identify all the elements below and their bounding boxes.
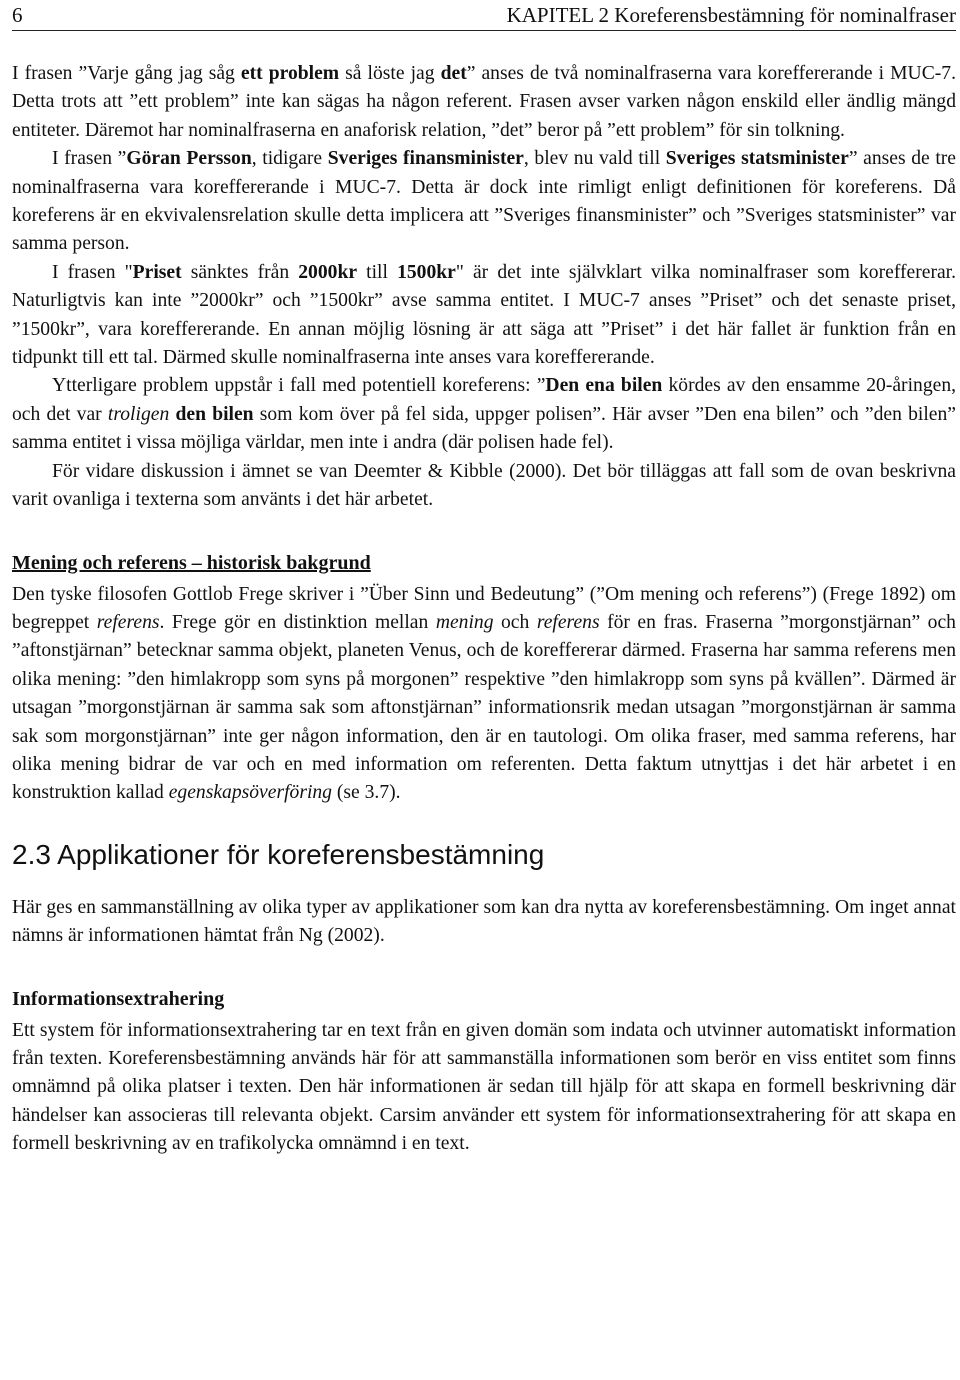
text-run: som kom över på fel sida, uppger polisen”. Här avser ”Den ena bilen” och ”den bilen” samma entitet i vissa möjliga världar, men inte i andra (där polisen hade fel). (12, 403, 956, 454)
text-run: . Frege gör en distinktion mellan (159, 611, 436, 633)
text-run: Ytterligare problem uppstår i fall med potentiell koreferens: ” (52, 375, 546, 397)
paragraph-sammanstallning: Här ges en sammanställning av olika typer av applikationer som kan dra nytta av koreferensbestämning. Om inget annat nämns är informationen hämtat från Ng (2002). (12, 896, 956, 947)
spacer (12, 808, 956, 838)
bold-phrase: den bilen (175, 403, 254, 425)
text-run: ” anses de tre nominalfraserna vara koreffererande i MUC-7. Detta är dock inte rimligt enligt definitionen för koreferens. Då koreferens är en ekvivalensrelation skulle detta implicera att ”Sveriges finansminister” och ”Sveriges statsminister” var samma person. (12, 148, 957, 255)
italic-phrase: egenskapsöverföring (168, 782, 332, 804)
paragraph-den-ena-bilen (12, 372, 956, 457)
text-run: (se 3.7). (331, 782, 401, 804)
text-run: till (357, 261, 398, 283)
italic-phrase: mening (435, 611, 494, 633)
paragraph-frege (12, 581, 956, 808)
italic-phrase: referens (96, 611, 160, 633)
text-run: kördes av den ensamme 20-åringen, och det var (12, 375, 957, 425)
text-run: ” anses de två nominalfraserna vara koreffererande i MUC-7. Detta trots att ”ett problem” inte kan sägas ha någon referent. Frasen avser varken någon enskild eller ändlig mängd entiteter. Däremot har nominalfraserna en anaforisk relation, ”det” beror på ”ett problem” för sin tolkning. (12, 63, 956, 141)
page-number: 6 (12, 3, 23, 27)
section-heading-2-3: 2.3 Applikationer för koreferensbestämning (12, 838, 545, 870)
paragraph-priset (12, 259, 956, 373)
bold-phrase: Priset (132, 261, 182, 283)
paragraph-goran-persson (12, 145, 956, 259)
text-run: sänktes från (181, 261, 299, 283)
text-run: I frasen ” (52, 148, 127, 170)
italic-phrase: referens (536, 611, 600, 633)
paragraph-informationsextrahering: Ett system för informationsextrahering tar en text från en given domän som indata och utvinner automatiskt information från texten. Koreferensbestämning används här för att sammanställa informationen som berör en viss entitet som finns omnämnd på olika platser i texten. Den här informationen är sedan till hjälp för att skapa en formell beskrivning där händelser kan associeras till relevanta objekt. Carsim använder ett system för informationsextrahering för att skapa en formell beskrivning av en trafikolycka omnämnd i en text. (12, 1019, 956, 1155)
chapter-title: KAPITEL 2 Koreferensbestämning för nominalfraser (506, 3, 956, 27)
bold-phrase: ett problem (240, 63, 340, 84)
bold-phrase: Sveriges statsminister (665, 148, 849, 170)
bold-phrase: Sveriges finansminister (327, 148, 524, 170)
heading-mening-och-referens: Mening och referens – historisk bakgrund (12, 551, 371, 574)
text-run: så löste jag (339, 63, 441, 84)
document-page (12, 0, 956, 1159)
text-run: , tidigare (251, 148, 328, 170)
text-run: I frasen " (52, 261, 133, 283)
text-run: Den tyske filosofen Gottlob Frege skriver i ”Über Sinn und Bedeutung” (”Om mening och referens”) (Frege 1892) om begreppet (12, 583, 956, 633)
italic-phrase: troligen (107, 403, 170, 425)
paragraph-vidare-diskussion: För vidare diskussion i ämnet se van Deemter & Kibble (2000). Det bör tilläggas att fall som de ovan beskrivna varit ovanliga i texterna som använts i det här arbetet. (12, 460, 956, 511)
bold-phrase: 2000kr (298, 261, 358, 283)
page-content (12, 60, 956, 1159)
bold-phrase: Den ena bilen (545, 375, 663, 397)
running-header (12, 0, 956, 31)
spacer (12, 872, 956, 894)
spacer (12, 515, 956, 549)
paragraph-varje-gang (12, 60, 956, 145)
heading-informationsextrahering: Informationsextrahering (12, 987, 225, 1010)
spacer (12, 951, 956, 985)
text-run: , blev nu vald till (523, 148, 666, 170)
text-run: för en fras. Fraserna ”morgonstjärnan” och ”aftonstjärnan” betecknar samma objekt, planeten Venus, och de koreffererar därmed. Fraserna har samma referens men olika mening: ”den himlakropp som syns på morgonen” respektive ”den himlakropp som syns på kvällen”. Därmed är utsagan ”morgonstjärnan är samma sak som aftonstjärnan” informationsrik medan utsagan ”morgonstjärnan är samma sak som morgonstjärnan” inte ger någon information, den är en tautologi. Om olika fraser, med samma referens, har olika mening bidrar de var och en med information om referenten. Detta faktum utnyttjas i det här arbetet i en konstruktion kallad (12, 611, 956, 804)
text-run: och (493, 611, 537, 633)
text-run: I frasen ”Varje gång jag såg (12, 63, 241, 84)
bold-phrase: 1500kr (397, 261, 456, 283)
text-run: " är det inte självklart vilka nominalfraser som koreffererar. Naturligtvis kan inte ”2000kr” och ”1500kr” avse samma entitet. I MUC-7 anses ”Priset” och det senaste priset, ”1500kr”, vara koreffererande. En annan möjlig lösning är att säga att ”Priset” i det här fallet är funktion från en tidpunkt till ett tal. Därmed skulle nominalfraserna inte anses vara koreffererande. (12, 261, 957, 369)
bold-phrase: Göran Persson (126, 148, 252, 170)
bold-phrase: det (440, 63, 467, 84)
